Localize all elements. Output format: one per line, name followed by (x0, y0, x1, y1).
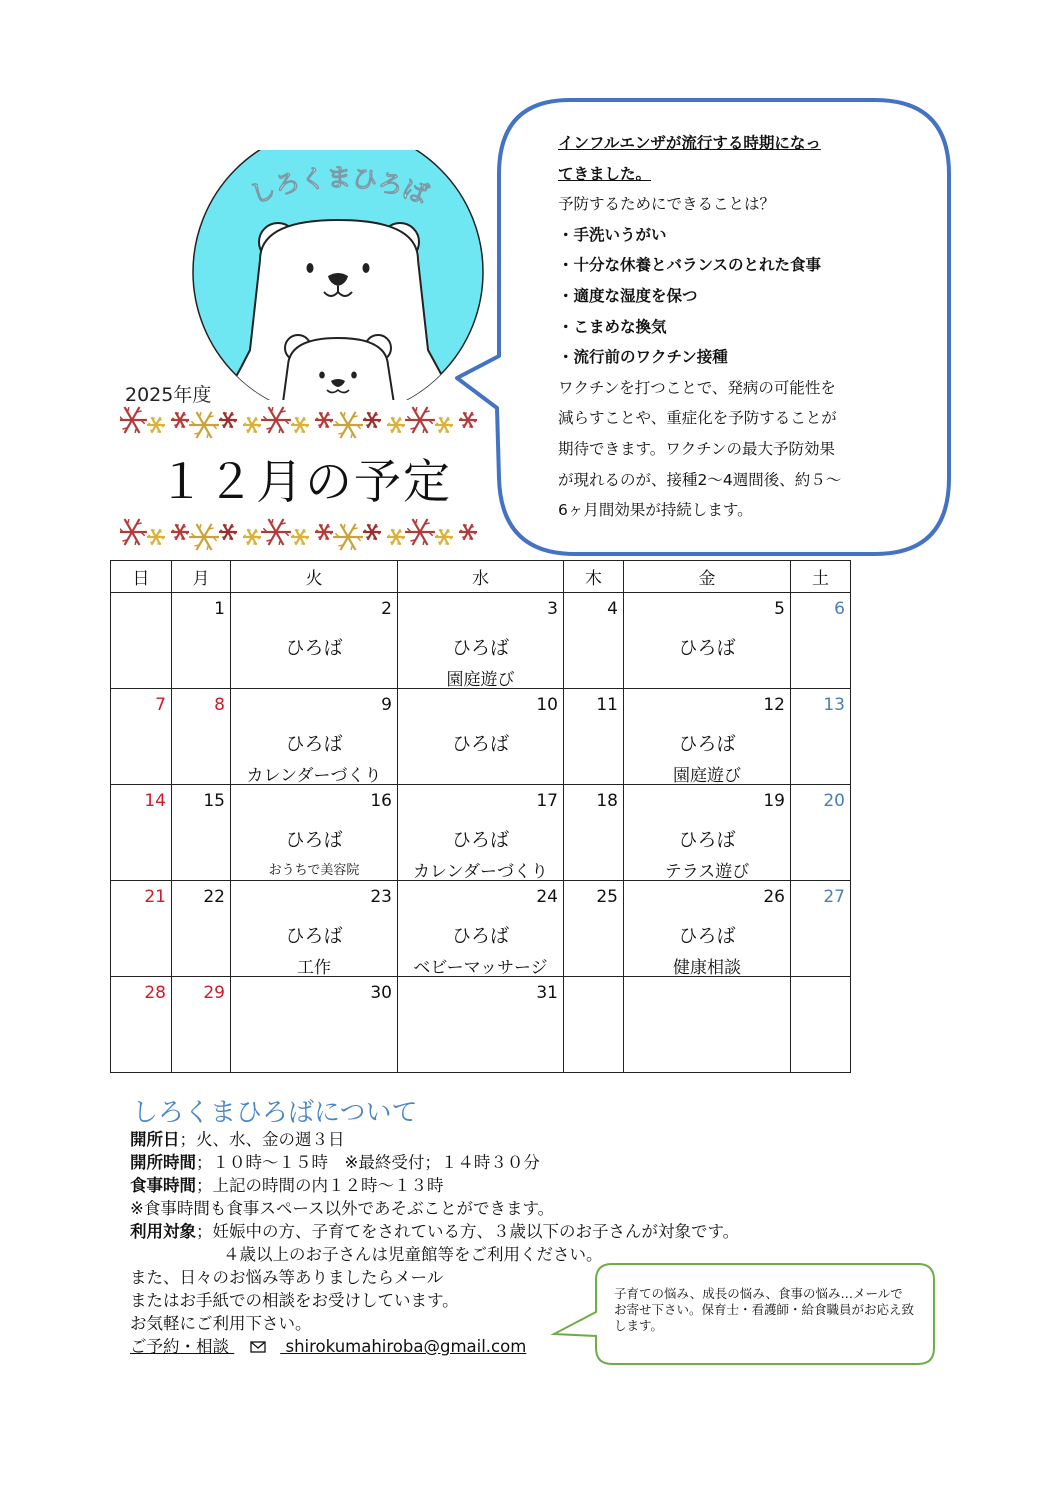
calendar-day-cell (172, 785, 231, 881)
snowflake-icon (333, 412, 363, 438)
notice-line: 予防するためにできることは？ (558, 195, 776, 214)
day-number: 6 (834, 599, 845, 619)
snowflake-icon (261, 519, 291, 545)
snowflake-icon (291, 417, 309, 433)
event-main: ひろば (285, 637, 343, 659)
notice-line: ・十分な休養とバランスのとれた食事 (558, 256, 822, 275)
calendar-day-cell (231, 689, 398, 785)
target-line (130, 1220, 739, 1243)
weekday-header: 土 (791, 561, 851, 593)
calendar-week-row (111, 785, 851, 881)
notice-line: 6ヶ月間効果が持続します。 (558, 501, 753, 520)
consultation-text: 子育ての悩み、成長の悩み、食事の悩み…メールでお寄せ下さい。保育士・看護師・給食職員がお応え致します。 (614, 1286, 915, 1333)
notice-line: ・こまめな換気 (558, 317, 667, 336)
consult-line-1: また、日々のお悩み等ありましたらメール (130, 1268, 444, 1287)
notice-line: ・流行前のワクチン接種 (558, 348, 728, 367)
calendar-day-cell (398, 881, 564, 977)
snowflake-icon (261, 407, 291, 433)
day-number: 10 (536, 695, 558, 715)
snowflake-icon (435, 529, 453, 545)
day-number: 13 (823, 695, 845, 715)
day-number: 25 (596, 887, 618, 907)
calendar-day-cell (564, 977, 624, 1073)
weekday-header: 金 (624, 561, 791, 593)
event-sub: おうちで美容院 (268, 863, 360, 878)
calendar-day-cell (791, 785, 851, 881)
calendar-day-cell (791, 689, 851, 785)
calendar-day-cell (111, 689, 172, 785)
day-number: 7 (155, 695, 166, 715)
snowflake-icon (189, 412, 219, 438)
meal-note: ※食事時間も食事スペース以外であそぶことができます。 (130, 1199, 555, 1218)
day-number: 11 (596, 695, 618, 715)
target-value: ；妊娠中の方、子育てをされている方、３歳以下のお子さんが対象です。 (196, 1222, 740, 1241)
calendar-day-cell (111, 593, 172, 689)
calendar-week-row (111, 881, 851, 977)
day-number: 18 (596, 791, 618, 811)
weekday-header: 水 (398, 561, 564, 593)
about-heading: しろくまひろばについて (132, 1098, 418, 1128)
notice-line: インフルエンザが流行する時期になっ (558, 134, 821, 152)
event-main: ひろば (678, 925, 736, 947)
snowflake-icon (405, 519, 435, 545)
day-number: 31 (536, 983, 558, 1003)
snowflake-icon (387, 529, 405, 545)
target-label: 利用対象 (130, 1222, 196, 1241)
snowflake-icon (333, 524, 363, 550)
event-main: ひろば (285, 733, 343, 755)
calendar-day-cell (564, 881, 624, 977)
calendar-day-cell (624, 977, 791, 1073)
event-sub: テラス遊び (664, 862, 750, 882)
event-main: ひろば (285, 925, 343, 947)
calendar-day-cell (398, 785, 564, 881)
notice-line: 期待できます。ワクチンの最大予防効果 (558, 439, 835, 458)
snowflake-icon (171, 412, 189, 428)
calendar-day-cell (231, 593, 398, 689)
day-number: 17 (536, 791, 558, 811)
notice-line: ワクチンを打つことで、発病の可能性を (558, 378, 836, 397)
snowflake-icon (315, 524, 333, 540)
open-hours-label: 開所時間 (130, 1153, 196, 1172)
snowflake-icon (171, 524, 189, 540)
snowflake-icon (219, 412, 237, 428)
day-number: 26 (763, 887, 785, 907)
event-sub: 健康相談 (673, 958, 741, 978)
event-main: ひろば (451, 637, 509, 659)
calendar-day-cell (172, 689, 231, 785)
calendar-day-cell (624, 785, 791, 881)
day-number: 22 (203, 887, 225, 907)
day-number: 19 (763, 791, 785, 811)
day-number: 5 (774, 599, 785, 619)
calendar-week-row (111, 977, 851, 1073)
consult-line-2: またはお手紙での相談をお受けしています。 (130, 1291, 459, 1310)
event-sub: ベビーマッサージ (413, 958, 548, 978)
calendar-day-cell (231, 785, 398, 881)
day-number: 15 (203, 791, 225, 811)
calendar-day-cell (791, 881, 851, 977)
day-number: 16 (370, 791, 392, 811)
day-number: 1 (214, 599, 225, 619)
consult-line-3: お気軽にご利用下さい。 (130, 1314, 312, 1333)
meal-time-value: ；上記の時間の内１２時～１３時 (196, 1176, 444, 1195)
event-main: ひろば (678, 733, 736, 755)
calendar-day-cell (172, 881, 231, 977)
event-main: ひろば (451, 733, 509, 755)
calendar-week-row (111, 593, 851, 689)
day-number: 12 (763, 695, 785, 715)
event-main: ひろば (285, 829, 343, 851)
open-hours-line (130, 1151, 739, 1174)
notice-line: 減らすことや、重症化を予防することが (558, 409, 837, 428)
calendar-day-cell (791, 977, 851, 1073)
calendar-day-cell (398, 593, 564, 689)
event-main: ひろば (451, 925, 509, 947)
snowflake-icon (120, 407, 147, 433)
open-hours-value: ；１０時～１５時 ※最終受付；１４時３０分 (196, 1153, 540, 1172)
snowflake-icon (120, 519, 147, 545)
year-label: 2025年度 (125, 384, 212, 406)
calendar-day-cell (791, 593, 851, 689)
event-sub: カレンダーづくり (246, 766, 382, 786)
day-number: 21 (144, 887, 166, 907)
meal-time-label: 食事時間 (130, 1176, 196, 1195)
calendar-day-cell (564, 689, 624, 785)
day-number: 27 (823, 887, 845, 907)
calendar-day-cell (231, 881, 398, 977)
target-note: ４歳以上のお子さんは児童館等をご利用ください。 (223, 1245, 603, 1264)
day-number: 8 (214, 695, 225, 715)
calendar-day-cell (624, 593, 791, 689)
calendar-day-cell (624, 689, 791, 785)
event-sub: 工作 (297, 958, 331, 978)
day-number: 3 (547, 599, 558, 619)
weekday-header: 月 (172, 561, 231, 593)
snowflake-icon (435, 417, 453, 433)
calendar-week-row (111, 689, 851, 785)
event-sub: 園庭遊び (446, 670, 515, 690)
event-sub: カレンダーづくり (413, 862, 548, 882)
notice-line: てきました。 (558, 164, 652, 183)
snowflake-icon (147, 417, 165, 433)
calendar-day-cell (564, 593, 624, 689)
day-number: 23 (370, 887, 392, 907)
notice-line: ・適度な湿度を保つ (558, 286, 698, 305)
calendar-day-cell (172, 977, 231, 1073)
snowflake-border-bottom (120, 514, 480, 554)
logo-text: しろくまひろば (245, 162, 433, 210)
notice-line: ・手洗いうがい (558, 225, 667, 244)
mail-icon (250, 1336, 266, 1359)
calendar-day-cell (624, 881, 791, 977)
day-number: 30 (370, 983, 392, 1003)
calendar-day-cell (398, 689, 564, 785)
day-number: 28 (144, 983, 166, 1003)
event-main: ひろば (678, 829, 736, 851)
meal-time-line (130, 1174, 739, 1197)
calendar-day-cell (111, 785, 172, 881)
snowflake-icon (147, 529, 165, 545)
event-sub: 園庭遊び (673, 766, 741, 786)
snowflake-border-top (120, 402, 480, 442)
weekday-header: 木 (564, 561, 624, 593)
calendar-day-cell (111, 977, 172, 1073)
shirokuma-logo (190, 150, 486, 400)
day-number: 4 (607, 599, 618, 619)
open-days-label: 開所日 (130, 1130, 180, 1149)
snowflake-icon (243, 417, 261, 433)
day-number: 24 (536, 887, 558, 907)
calendar-header-row (111, 561, 851, 593)
snowflake-icon (189, 524, 219, 550)
weekday-header: 日 (111, 561, 172, 593)
snowflake-icon (219, 524, 237, 540)
day-number: 20 (823, 791, 845, 811)
calendar-day-cell (398, 977, 564, 1073)
day-number: 14 (144, 791, 166, 811)
calendar-day-cell (172, 593, 231, 689)
event-main: ひろば (678, 637, 736, 659)
snowflake-icon (291, 529, 309, 545)
weekday-header: 火 (231, 561, 398, 593)
influenza-notice (558, 128, 903, 526)
december-calendar (110, 560, 851, 1073)
page-title: １２月の予定 (158, 455, 452, 510)
calendar-day-cell (564, 785, 624, 881)
day-number: 29 (203, 983, 225, 1003)
contact-label: ご予約・相談 (130, 1337, 229, 1356)
snowflake-icon (387, 417, 405, 433)
snowflake-icon (363, 524, 381, 540)
notice-line: が現れるのが、接種2～4週間後、約５～ (558, 470, 842, 489)
day-number: 9 (381, 695, 392, 715)
calendar-day-cell (111, 881, 172, 977)
open-days-line (130, 1128, 739, 1151)
contact-email-link[interactable]: shirokumahiroba@gmail.com (285, 1337, 527, 1356)
open-days-value: ；火、水、金の週３日 (179, 1130, 345, 1149)
calendar-day-cell (231, 977, 398, 1073)
snowflake-icon (315, 412, 333, 428)
snowflake-icon (243, 529, 261, 545)
snowflake-icon (363, 412, 381, 428)
day-number: 2 (381, 599, 392, 619)
event-main: ひろば (451, 829, 509, 851)
snowflake-icon (405, 407, 435, 433)
